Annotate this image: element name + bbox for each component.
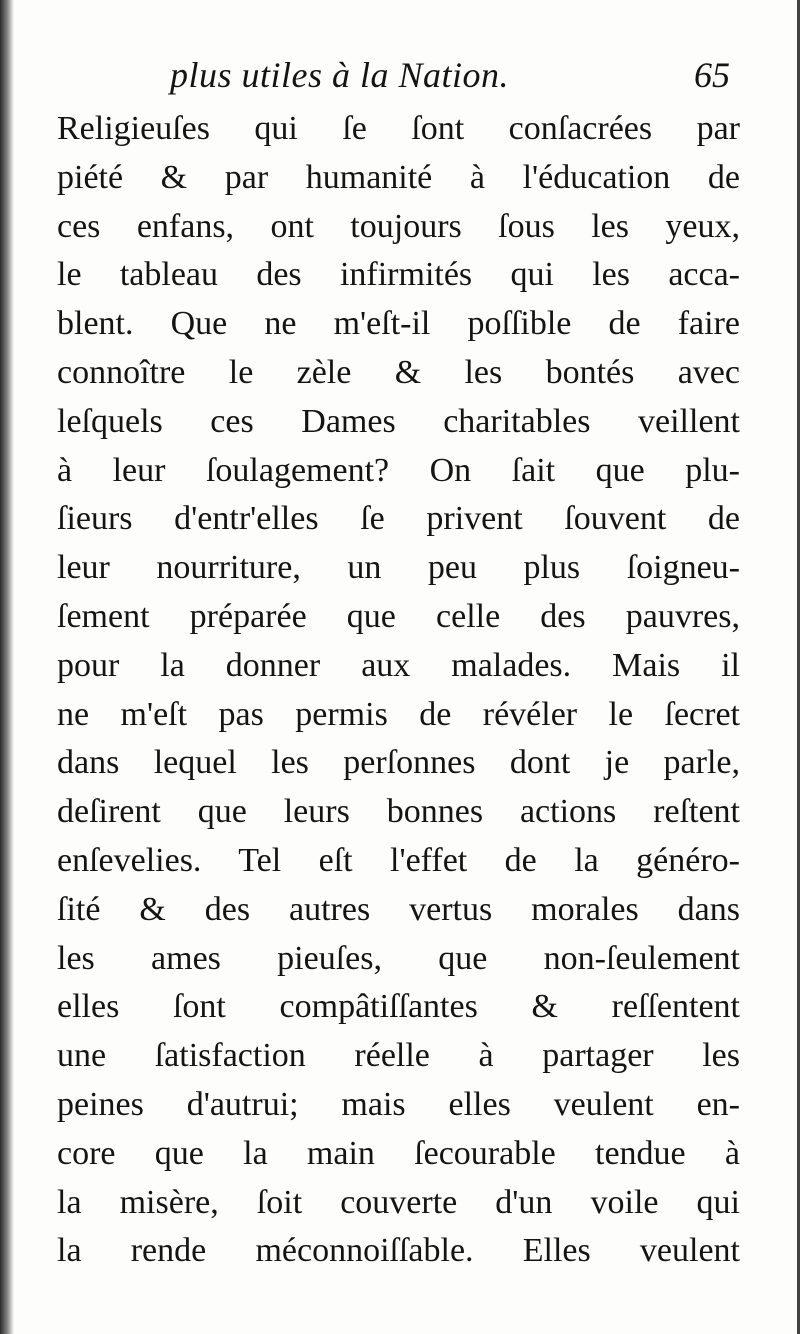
text-line: ſité & des autres vertus morales dans — [57, 890, 740, 928]
text-line: la misère, ſoit couverte d'un voile qui — [57, 1183, 740, 1221]
text-line: ces enfans, ont toujours ſous les yeux, — [57, 207, 740, 245]
text-line: le tableau des infirmités qui les acca- — [57, 256, 740, 294]
text-line: pour la donner aux malades. Mais il — [57, 646, 740, 684]
gutter-shadow — [0, 0, 14, 1334]
text-line: enſevelies. Tel eſt l'effet de la généro- — [57, 841, 740, 879]
text-line: Religieuſes qui ſe ſont conſacrées par — [57, 110, 740, 147]
running-head: plus utiles à la Nation. — [170, 55, 510, 95]
text-line: peines d'autrui; mais elles veulent en- — [57, 1085, 740, 1123]
text-line: à leur ſoulagement? On ſait que plu- — [57, 451, 740, 489]
text-line: ſieurs d'entr'elles ſe privent ſouvent de — [57, 500, 740, 538]
text-line: une ſatisfaction réelle à partager les — [57, 1037, 740, 1075]
text-line: dans lequel les perſonnes dont je parle, — [57, 744, 740, 782]
text-line: connoître le zèle & les bontés avec — [57, 353, 740, 391]
text-line: les ames pieuſes, que non-ſeulement — [57, 939, 740, 977]
text-line: leſquels ces Dames charitables veillent — [57, 402, 740, 440]
text-line: ſement préparée que celle des pauvres, — [57, 597, 740, 635]
text-line: ne m'eſt pas permis de révéler le ſecret — [57, 695, 740, 733]
text-line: deſirent que leurs bonnes actions reſtent — [57, 793, 740, 831]
text-line: la rende méconnoiſſable. Elles veulent — [57, 1232, 740, 1270]
text-line: leur nourriture, un peu plus ſoigneu- — [57, 549, 740, 587]
page-header — [170, 50, 730, 100]
text-line: elles ſont compâtiſſantes & reſſentent — [57, 988, 740, 1026]
text-line: core que la main ſecourable tendue à — [57, 1134, 740, 1172]
page-number: 65 — [694, 55, 730, 95]
text-line: piété & par humanité à l'éducation de — [57, 158, 740, 196]
text-line: blent. Que ne m'eſt-il poſſible de faire — [57, 305, 740, 343]
body-text — [57, 105, 740, 1276]
